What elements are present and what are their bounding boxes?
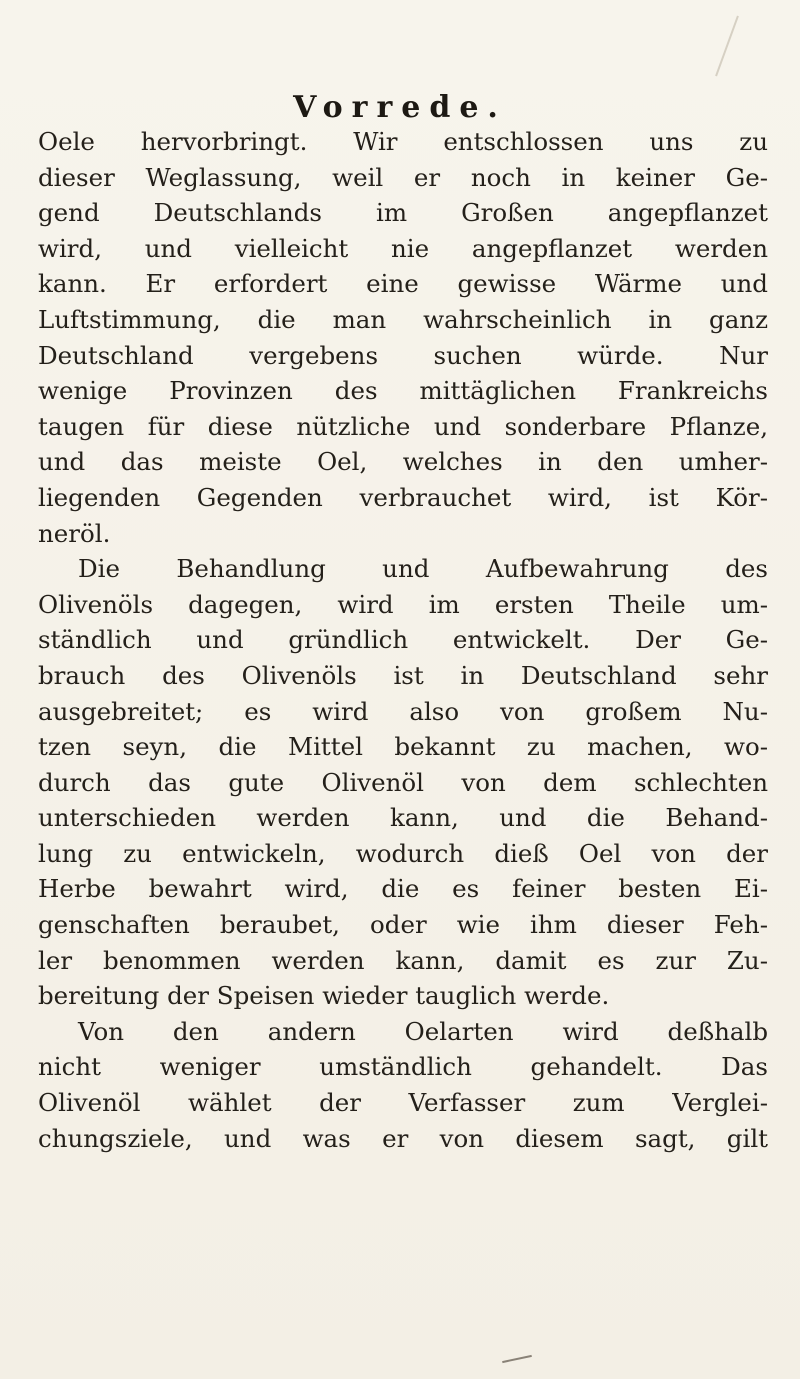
text-line: taugen für diese nützliche und sonderbare Pflanze, [38, 411, 768, 441]
text-line: Die Behandlung und Aufbewahrung des [78, 554, 768, 584]
text-line: tzen seyn, die Mittel bekannt zu machen, wo- [38, 732, 768, 762]
body-text [38, 124, 768, 1156]
text-line: dieser Weglassung, weil er noch in keiner Ge- [38, 162, 768, 192]
text-line: liegenden Gegenden verbrauchet wird, ist Kör- [38, 482, 768, 512]
text-line: und das meiste Oel, welches in den umher- [38, 447, 768, 477]
page-header: Vorrede. [293, 90, 507, 125]
text-line: chungsziele, und was er von diesem sagt, gilt [38, 1123, 768, 1153]
text-line: Oele hervorbringt. Wir entschlossen uns zu [38, 127, 768, 156]
text-line: ausgebreitet; es wird also von großem Nu- [38, 696, 768, 726]
text-line: Herbe bewahrt wird, die es feiner besten Ei- [38, 874, 768, 904]
text-line: genschaften beraubet, oder wie ihm dieser Feh- [38, 910, 768, 940]
text-line: brauch des Olivenöls ist in Deutschland sehr [38, 660, 768, 690]
text-line: Olivenöls dagegen, wird im ersten Theile um- [38, 589, 768, 619]
text-line: ständlich und gründlich entwickelt. Der Ge- [38, 625, 768, 655]
text-line: kann. Er erfordert eine gewisse Wärme und [38, 269, 768, 299]
text-line: unterschieden werden kann, und die Behand- [38, 803, 768, 833]
text-line: durch das gute Olivenöl von dem schlechten [38, 767, 768, 797]
text-line: Deutschland vergebens suchen würde. Nur [38, 340, 768, 370]
text-line: wird, und vielleicht nie angepflanzet werden [38, 233, 768, 263]
text-line: Von den andern Oelarten wird deßhalb [78, 1016, 768, 1046]
text-line: nicht weniger umständlich gehandelt. Das [38, 1052, 768, 1082]
text-line: gend Deutschlands im Großen angepflanzet [38, 198, 768, 228]
text-line: lung zu entwickeln, wodurch dieß Oel von der [38, 838, 768, 868]
text-line: bereitung der Speisen wieder tauglich werde. [38, 981, 610, 1011]
text-line: Luftstimmung, die man wahrscheinlich in ganz [38, 304, 768, 334]
catchword-mark [502, 1355, 532, 1363]
text-line: wenige Provinzen des mittäglichen Frankreichs [38, 376, 768, 406]
text-line: Olivenöl wählet der Verfasser zum Verglei- [38, 1088, 768, 1118]
text-line: neröl. [38, 518, 111, 548]
page-edge-mark [715, 16, 739, 77]
text-line: ler benommen werden kann, damit es zur Zu- [38, 945, 768, 975]
